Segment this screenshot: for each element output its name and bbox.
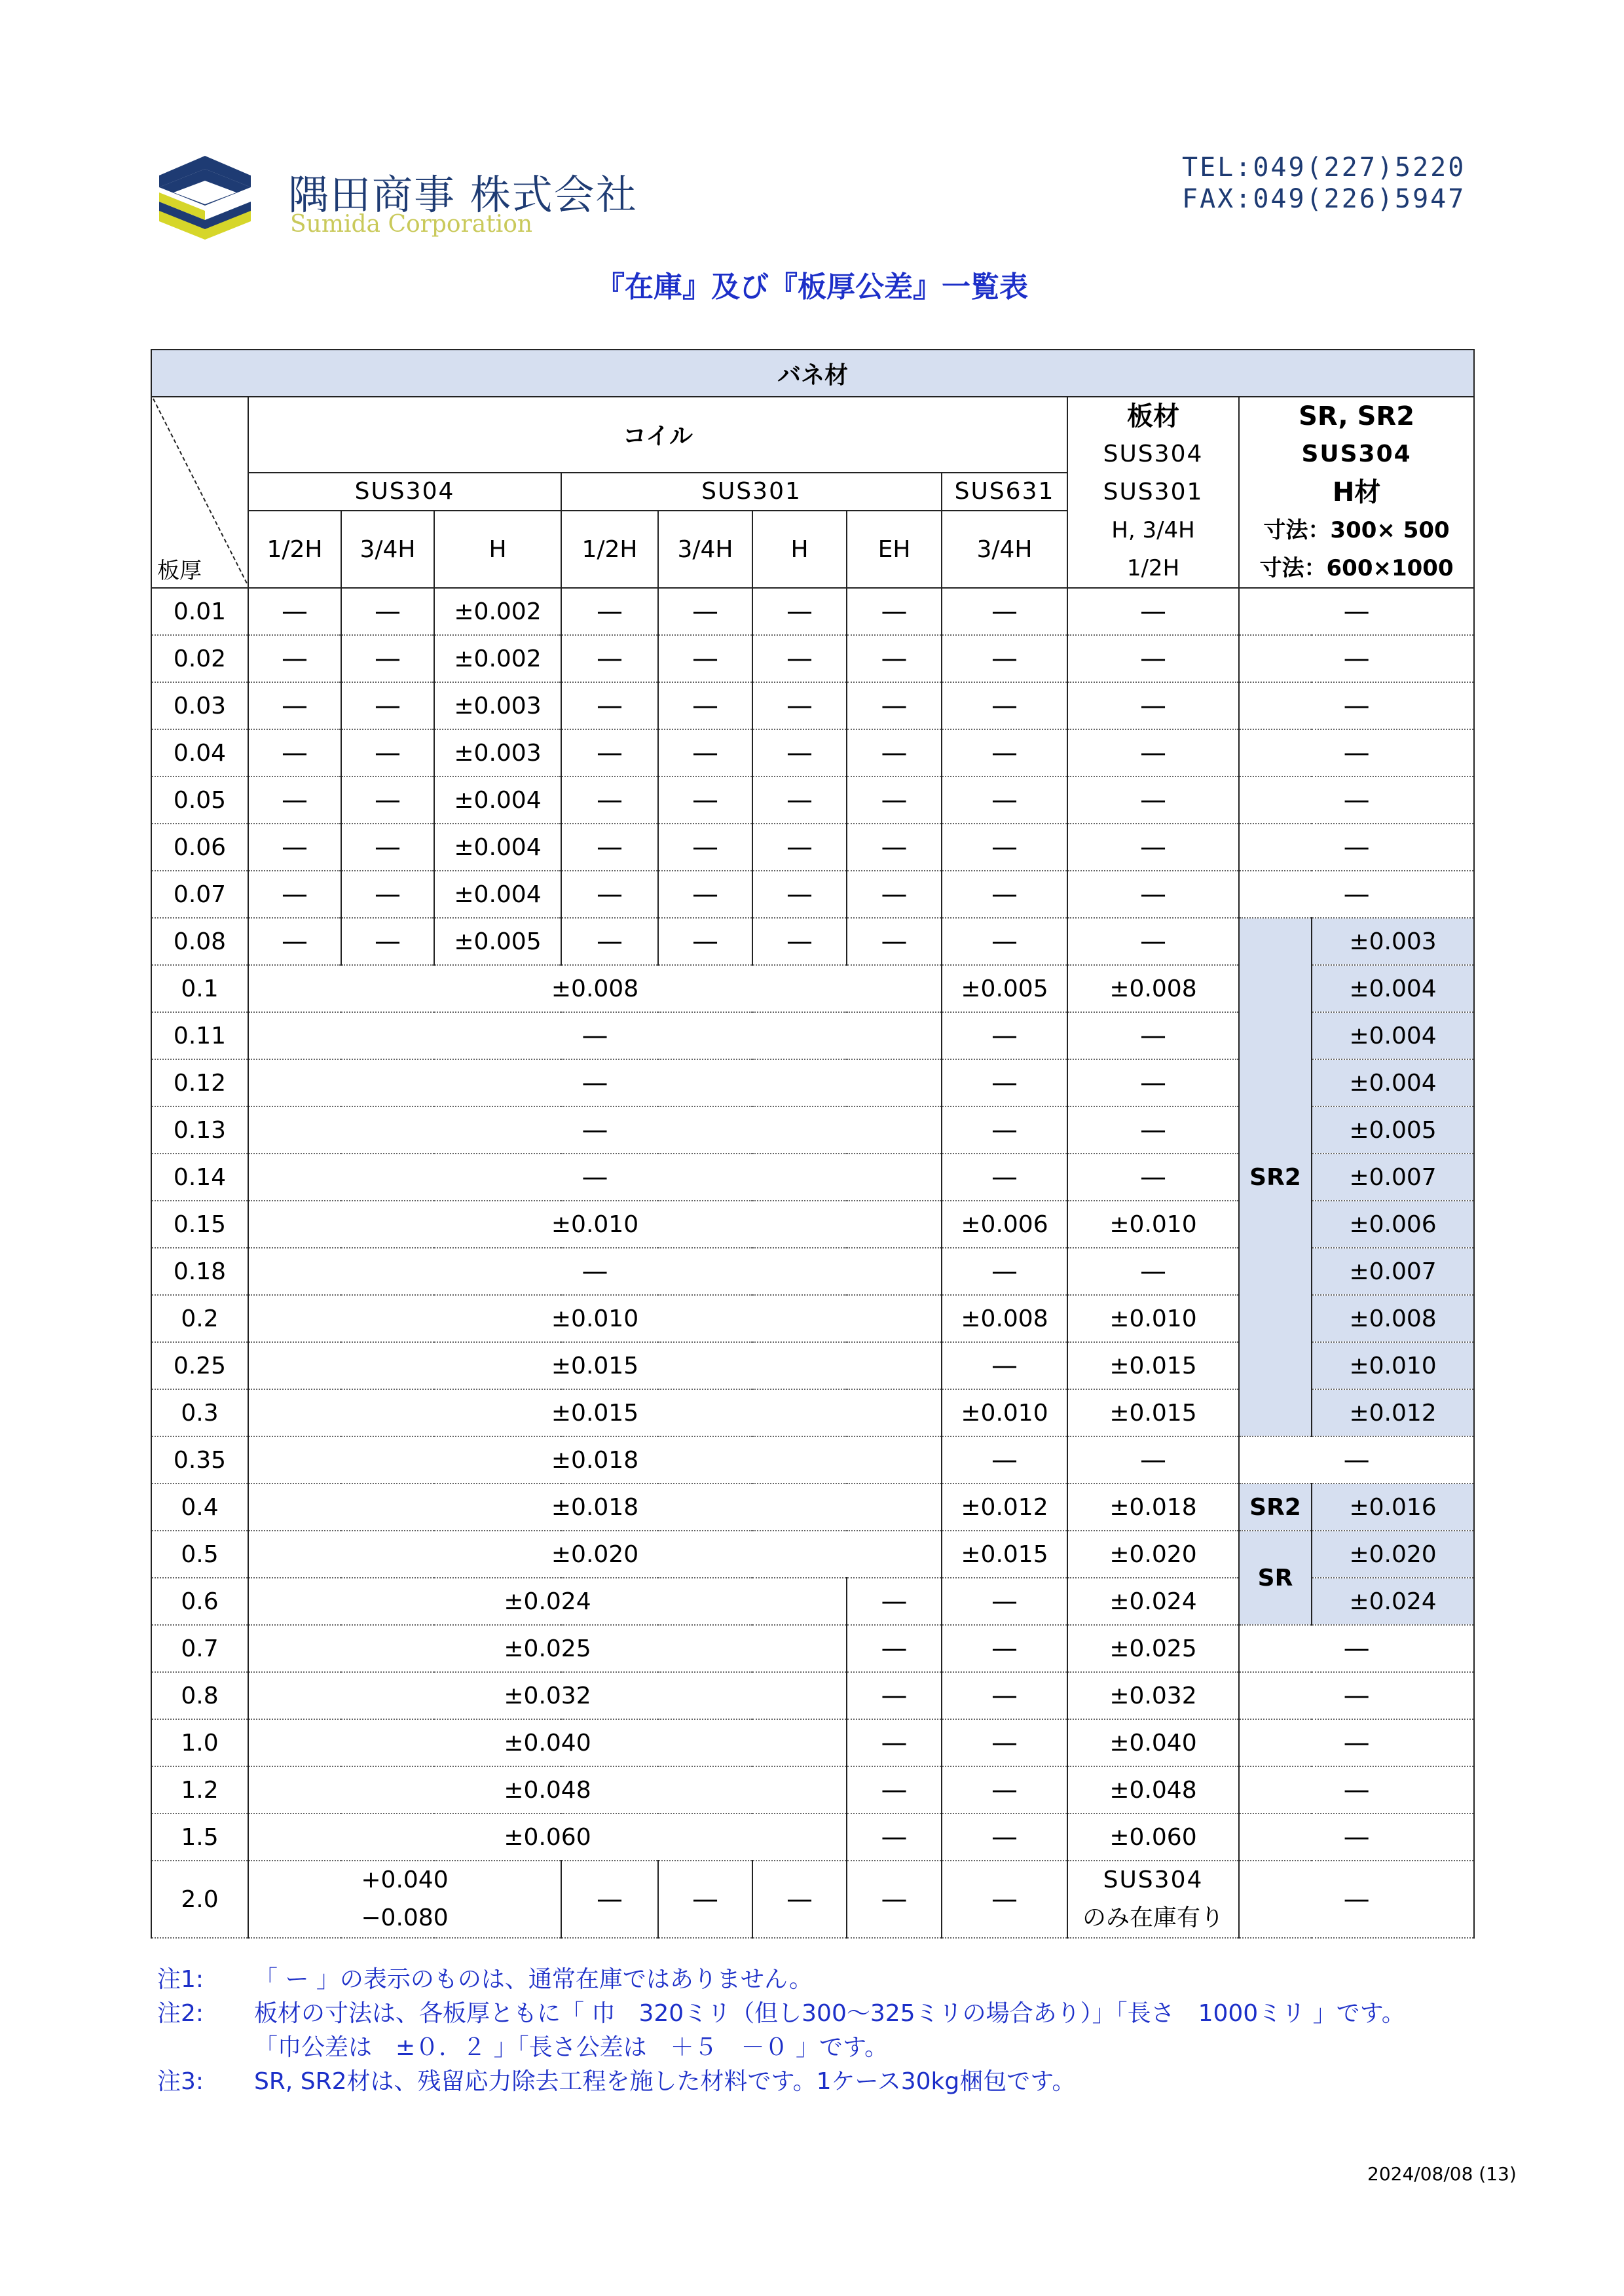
dash-cell: — xyxy=(942,871,1067,918)
sheet-cell: ±0.025 xyxy=(1067,1625,1239,1672)
dash-cell: — xyxy=(561,588,658,635)
sheet-cell: ±0.032 xyxy=(1067,1672,1239,1719)
dash-cell: — xyxy=(561,1861,658,1938)
thickness-cell: 1.5 xyxy=(151,1813,248,1861)
dash-cell: — xyxy=(248,1106,942,1154)
thickness-cell: 0.14 xyxy=(151,1154,248,1201)
thickness-cell: 0.07 xyxy=(151,871,248,918)
table-row xyxy=(151,1766,1474,1813)
dash-cell: — xyxy=(341,635,434,682)
sus631-cell: ±0.005 xyxy=(942,965,1067,1012)
dash-cell: — xyxy=(248,1154,942,1201)
table-row xyxy=(151,1625,1474,1672)
dash-cell: — xyxy=(752,682,847,729)
dash-cell: — xyxy=(1239,1813,1474,1861)
table-title: バネ材 xyxy=(151,350,1474,397)
dash-cell: — xyxy=(752,776,847,824)
tolerance-cell: ±0.005 xyxy=(434,918,561,965)
sr-tolerance-cell: ±0.007 xyxy=(1312,1248,1474,1295)
sr-tolerance-cell: ±0.005 xyxy=(1312,1106,1474,1154)
fax-number: FAX:049(226)5947 xyxy=(1182,184,1466,214)
dash-cell: — xyxy=(847,1625,942,1672)
table-row xyxy=(151,1861,1474,1938)
note-text: 「 ー 」の表示のものは、通常在庫ではありません。 xyxy=(254,1966,813,1993)
sus631-cell: ±0.006 xyxy=(942,1201,1067,1248)
thickness-cell: 0.2 xyxy=(151,1295,248,1342)
note-text: SR, SR2材は、残留応力除去工程を施した材料です。1ケース30kg梱包です。 xyxy=(254,2068,1076,2095)
company-logo xyxy=(159,156,251,241)
thickness-cell: 2.0 xyxy=(151,1861,248,1938)
dash-cell: — xyxy=(658,635,752,682)
thickness-cell: 0.25 xyxy=(151,1342,248,1389)
dash-cell: — xyxy=(341,682,434,729)
dash-cell: — xyxy=(658,588,752,635)
sheet-temper-2: 1/2H xyxy=(1126,555,1180,581)
note-3 xyxy=(157,2065,1405,2099)
dash-cell: — xyxy=(847,729,942,776)
subcol-header: H xyxy=(434,511,561,588)
dash-cell: — xyxy=(341,776,434,824)
spec-table xyxy=(151,349,1475,1939)
contact-block xyxy=(1182,152,1466,215)
dash-cell: — xyxy=(847,1813,942,1861)
company-subtitle: Sumida Corporation xyxy=(290,211,533,238)
dash-cell: — xyxy=(752,871,847,918)
dash-cell: — xyxy=(248,871,341,918)
dash-cell: — xyxy=(1067,1106,1239,1154)
dash-cell: — xyxy=(1239,871,1474,918)
sheet-cell: ±0.015 xyxy=(1067,1342,1239,1389)
sheet-sus301: SUS301 xyxy=(1103,479,1204,505)
note-2-continued xyxy=(157,2031,1405,2065)
thickness-cell: 0.15 xyxy=(151,1201,248,1248)
thickness-cell: 0.3 xyxy=(151,1389,248,1436)
dash-cell: — xyxy=(847,1578,942,1625)
sr-tolerance-cell: ±0.006 xyxy=(1312,1201,1474,1248)
coil-tolerance-cell: ±0.025 xyxy=(248,1625,847,1672)
thickness-cell: 1.2 xyxy=(151,1766,248,1813)
coil-tolerance-cell: ±0.010 xyxy=(248,1201,942,1248)
table-row xyxy=(151,1813,1474,1861)
dash-cell: — xyxy=(1239,1436,1474,1484)
sheet-header xyxy=(1067,397,1239,588)
document-title: 『在庫』及び『板厚公差』一覧表 xyxy=(596,270,1028,304)
dash-cell: — xyxy=(341,729,434,776)
note-1 xyxy=(157,1963,1405,1997)
dash-cell: — xyxy=(1067,918,1239,965)
sheet-sus304: SUS304 xyxy=(1103,441,1204,467)
subcol-header: 3/4H xyxy=(942,511,1067,588)
dash-cell: — xyxy=(1067,682,1239,729)
thickness-cell: 0.08 xyxy=(151,918,248,965)
dash-cell: — xyxy=(658,776,752,824)
sr-tolerance-cell: ±0.004 xyxy=(1312,1059,1474,1106)
thickness-cell: 0.03 xyxy=(151,682,248,729)
thickness-cell: 1.0 xyxy=(151,1719,248,1766)
sr-title: SR, SR2 xyxy=(1299,401,1415,431)
group-sus631: SUS631 xyxy=(942,473,1067,511)
dash-cell: — xyxy=(248,1012,942,1059)
dash-cell: — xyxy=(1239,1861,1474,1938)
dash-cell: — xyxy=(561,635,658,682)
dash-cell: — xyxy=(942,682,1067,729)
sheet-title: 板材 xyxy=(1127,401,1179,431)
coil-tolerance-cell: ±0.010 xyxy=(248,1295,942,1342)
tolerance-cell: ±0.004 xyxy=(434,776,561,824)
dash-cell: — xyxy=(752,824,847,871)
dash-cell: — xyxy=(1067,824,1239,871)
dash-cell: — xyxy=(942,1248,1067,1295)
thickness-cell: 0.5 xyxy=(151,1531,248,1578)
dash-cell: — xyxy=(942,1106,1067,1154)
dash-cell: — xyxy=(847,1719,942,1766)
sr-tolerance-cell: ±0.004 xyxy=(1312,1012,1474,1059)
sr-tolerance-cell: ±0.012 xyxy=(1312,1389,1474,1436)
dash-cell: — xyxy=(658,682,752,729)
sheet-cell xyxy=(1067,1861,1239,1938)
note-text: 板材の寸法は、各板厚ともに「 巾 320ミリ（但し300～325ミリの場合あり）」「長さ 1000ミリ 」です。 xyxy=(254,2000,1405,2027)
subcol-header: H xyxy=(752,511,847,588)
dash-cell: — xyxy=(942,1012,1067,1059)
sheet-cell: ±0.010 xyxy=(1067,1295,1239,1342)
subcol-header: EH xyxy=(847,511,942,588)
coil-tolerance-cell: ±0.032 xyxy=(248,1672,847,1719)
dash-cell: — xyxy=(1067,588,1239,635)
subcol-header: 3/4H xyxy=(341,511,434,588)
dash-cell: — xyxy=(561,918,658,965)
dash-cell: — xyxy=(847,682,942,729)
dash-cell: — xyxy=(847,824,942,871)
dash-cell: — xyxy=(1239,1766,1474,1813)
group-sus304: SUS304 xyxy=(248,473,561,511)
thickness-cell: 0.02 xyxy=(151,635,248,682)
coil-tolerance-cell: ±0.048 xyxy=(248,1766,847,1813)
thickness-cell: 0.13 xyxy=(151,1106,248,1154)
thickness-cell: 0.05 xyxy=(151,776,248,824)
dash-cell: — xyxy=(942,918,1067,965)
dash-cell: — xyxy=(847,1672,942,1719)
thickness-cell: 0.7 xyxy=(151,1625,248,1672)
note-key: 注3: xyxy=(157,2068,204,2095)
subcol-header: 3/4H xyxy=(658,511,752,588)
sheet-cell: ±0.010 xyxy=(1067,1201,1239,1248)
tolerance-cell: ±0.004 xyxy=(434,871,561,918)
dash-cell: — xyxy=(942,1436,1067,1484)
coil-tolerance-cell: ±0.024 xyxy=(248,1578,847,1625)
sheet-cell: ±0.020 xyxy=(1067,1531,1239,1578)
table-row xyxy=(151,1484,1474,1531)
dash-cell: — xyxy=(248,729,341,776)
dash-cell: — xyxy=(1067,1248,1239,1295)
tolerance-cell: ±0.003 xyxy=(434,682,561,729)
thickness-cell: 0.1 xyxy=(151,965,248,1012)
sr-tolerance-cell: ±0.020 xyxy=(1312,1531,1474,1578)
dash-cell: — xyxy=(752,588,847,635)
sus631-cell: ±0.012 xyxy=(942,1484,1067,1531)
dash-cell: — xyxy=(752,918,847,965)
dash-cell: — xyxy=(561,871,658,918)
dash-cell: — xyxy=(942,1625,1067,1672)
sus631-cell: ±0.015 xyxy=(942,1531,1067,1578)
dash-cell: — xyxy=(248,682,341,729)
dash-cell: — xyxy=(658,871,752,918)
sheet-note-1: SUS304 xyxy=(1103,1867,1204,1893)
thickness-cell: 0.35 xyxy=(151,1436,248,1484)
sheet-cell: ±0.048 xyxy=(1067,1766,1239,1813)
coil-tolerance-cell: ±0.040 xyxy=(248,1719,847,1766)
dash-cell: — xyxy=(752,635,847,682)
tolerance-cell: ±0.002 xyxy=(434,588,561,635)
dash-cell: — xyxy=(1067,1436,1239,1484)
dash-cell: — xyxy=(658,1861,752,1938)
dash-cell: — xyxy=(1239,1719,1474,1766)
coil-tolerance-cell: ±0.020 xyxy=(248,1531,942,1578)
note-key: 注2: xyxy=(157,2000,204,2027)
dash-cell: — xyxy=(1239,1625,1474,1672)
dash-cell: — xyxy=(1239,776,1474,824)
thickness-cell: 0.18 xyxy=(151,1248,248,1295)
sr2-label: SR2 xyxy=(1239,1484,1312,1531)
table-row xyxy=(151,918,1474,965)
dash-cell: — xyxy=(248,918,341,965)
dash-cell: — xyxy=(1067,1154,1239,1201)
dash-cell: — xyxy=(658,918,752,965)
dash-cell: — xyxy=(942,776,1067,824)
dash-cell: — xyxy=(248,1248,942,1295)
dash-cell: — xyxy=(341,871,434,918)
dash-cell: — xyxy=(1239,729,1474,776)
dash-cell: — xyxy=(561,776,658,824)
dash-cell: — xyxy=(942,729,1067,776)
dash-cell: — xyxy=(1239,824,1474,871)
sheet-cell: ±0.018 xyxy=(1067,1484,1239,1531)
sheet-cell: ±0.024 xyxy=(1067,1578,1239,1625)
dash-cell: — xyxy=(1067,1012,1239,1059)
dash-cell: — xyxy=(942,1059,1067,1106)
tolerance-cell: ±0.003 xyxy=(434,729,561,776)
sr-tolerance-cell: ±0.003 xyxy=(1312,918,1474,965)
tolerance-cell: ±0.002 xyxy=(434,635,561,682)
table-row xyxy=(151,871,1474,918)
dash-cell: — xyxy=(942,1154,1067,1201)
dash-cell: — xyxy=(847,1766,942,1813)
dash-cell: — xyxy=(942,1719,1067,1766)
dash-cell: — xyxy=(248,588,341,635)
dash-cell: — xyxy=(847,588,942,635)
coil-tolerance-cell: ±0.060 xyxy=(248,1813,847,1861)
sheet-temper-1: H, 3/4H xyxy=(1111,517,1195,543)
dash-cell: — xyxy=(847,635,942,682)
dash-cell: — xyxy=(942,1766,1067,1813)
thickness-cell: 0.6 xyxy=(151,1578,248,1625)
table-row xyxy=(151,824,1474,871)
dash-cell: — xyxy=(658,729,752,776)
dash-cell: — xyxy=(1239,635,1474,682)
dash-cell: — xyxy=(341,918,434,965)
sheet-cell: ±0.015 xyxy=(1067,1389,1239,1436)
table-row xyxy=(151,1531,1474,1578)
sus631-cell: ±0.008 xyxy=(942,1295,1067,1342)
coil-tolerance-cell: ±0.008 xyxy=(248,965,942,1012)
note-text: 「巾公差は ±０．２ 」「長さ公差は ＋５ －０ 」です。 xyxy=(254,2034,889,2061)
dash-cell: — xyxy=(1067,1059,1239,1106)
sr2-group-label: SR2 xyxy=(1239,918,1312,1436)
thickness-cell: 0.4 xyxy=(151,1484,248,1531)
table-row xyxy=(151,729,1474,776)
sr-sus304: SUS304 xyxy=(1301,441,1412,467)
sheet-cell: ±0.040 xyxy=(1067,1719,1239,1766)
dash-cell: — xyxy=(248,776,341,824)
notes-block xyxy=(157,1963,1405,2099)
dash-cell: — xyxy=(248,824,341,871)
dash-cell: — xyxy=(248,635,341,682)
sr-header xyxy=(1239,397,1474,588)
dash-cell: — xyxy=(1239,682,1474,729)
dash-cell: — xyxy=(752,729,847,776)
dash-cell: — xyxy=(752,1861,847,1938)
tolerance-plus: +0.040 xyxy=(361,1867,449,1893)
thickness-cell: 0.8 xyxy=(151,1672,248,1719)
dash-cell: — xyxy=(341,824,434,871)
dash-cell: — xyxy=(561,824,658,871)
dash-cell: — xyxy=(847,918,942,965)
footer-date: 2024/08/08 (13) xyxy=(1367,2163,1517,2185)
sr-h-material: H材 xyxy=(1332,477,1381,507)
dash-cell: — xyxy=(1067,635,1239,682)
sheet-note-2: のみ在庫有り xyxy=(1082,1904,1224,1931)
tel-number: TEL:049(227)5220 xyxy=(1182,153,1466,183)
table-row xyxy=(151,1672,1474,1719)
sr-tolerance-cell: ±0.024 xyxy=(1312,1578,1474,1625)
group-sus301: SUS301 xyxy=(561,473,942,511)
sus631-cell: ±0.010 xyxy=(942,1389,1067,1436)
table-row xyxy=(151,682,1474,729)
dash-cell: — xyxy=(341,588,434,635)
sheet-cell: ±0.060 xyxy=(1067,1813,1239,1861)
sr-group-label: SR xyxy=(1239,1531,1312,1625)
dash-cell: — xyxy=(248,1059,942,1106)
dash-cell: — xyxy=(847,776,942,824)
table-row xyxy=(151,635,1474,682)
dash-cell: — xyxy=(1239,588,1474,635)
dash-cell: — xyxy=(942,1342,1067,1389)
coil-header: コイル xyxy=(248,397,1067,473)
sr-tolerance-cell: ±0.010 xyxy=(1312,1342,1474,1389)
table-row xyxy=(151,776,1474,824)
dash-cell: — xyxy=(1067,729,1239,776)
dash-cell: — xyxy=(942,1672,1067,1719)
sheet-cell: ±0.008 xyxy=(1067,965,1239,1012)
coil-tolerance-cell: ±0.015 xyxy=(248,1389,942,1436)
subcol-header: 1/2H xyxy=(561,511,658,588)
dash-cell: — xyxy=(847,1861,942,1938)
dash-cell: — xyxy=(1067,776,1239,824)
dash-cell: — xyxy=(847,871,942,918)
sr-size-2: 寸法：600×1000 xyxy=(1259,555,1454,581)
sr-tolerance-cell: ±0.008 xyxy=(1312,1295,1474,1342)
table-row xyxy=(151,1436,1474,1484)
coil-tolerance-cell: ±0.015 xyxy=(248,1342,942,1389)
coil-tolerance-cell xyxy=(248,1861,561,1938)
thickness-cell: 0.12 xyxy=(151,1059,248,1106)
corner-cell xyxy=(151,397,248,588)
dash-cell: — xyxy=(1239,1672,1474,1719)
tolerance-minus: −0.080 xyxy=(361,1904,449,1931)
tolerance-cell: ±0.004 xyxy=(434,824,561,871)
note-2 xyxy=(157,1997,1405,2031)
sr-tolerance-cell: ±0.004 xyxy=(1312,965,1474,1012)
table-row xyxy=(151,588,1474,635)
thickness-cell: 0.11 xyxy=(151,1012,248,1059)
subcol-header: 1/2H xyxy=(248,511,341,588)
sr-tolerance-cell: ±0.016 xyxy=(1312,1484,1474,1531)
thickness-header: 板厚 xyxy=(157,558,202,584)
company-name: 隅田商事 株式会社 xyxy=(288,171,638,219)
sr-tolerance-cell: ±0.007 xyxy=(1312,1154,1474,1201)
table-row xyxy=(151,1719,1474,1766)
dash-cell: — xyxy=(561,682,658,729)
coil-tolerance-cell: ±0.018 xyxy=(248,1436,942,1484)
dash-cell: — xyxy=(942,1578,1067,1625)
dash-cell: — xyxy=(942,1861,1067,1938)
note-key: 注1: xyxy=(157,1966,204,1993)
dash-cell: — xyxy=(658,824,752,871)
dash-cell: — xyxy=(561,729,658,776)
dash-cell: — xyxy=(1067,871,1239,918)
dash-cell: — xyxy=(942,824,1067,871)
sr-size-1: 寸法：300× 500 xyxy=(1263,517,1450,543)
dash-cell: — xyxy=(942,588,1067,635)
coil-tolerance-cell: ±0.018 xyxy=(248,1484,942,1531)
thickness-cell: 0.06 xyxy=(151,824,248,871)
dash-cell: — xyxy=(942,1813,1067,1861)
thickness-cell: 0.01 xyxy=(151,588,248,635)
dash-cell: — xyxy=(942,635,1067,682)
thickness-cell: 0.04 xyxy=(151,729,248,776)
